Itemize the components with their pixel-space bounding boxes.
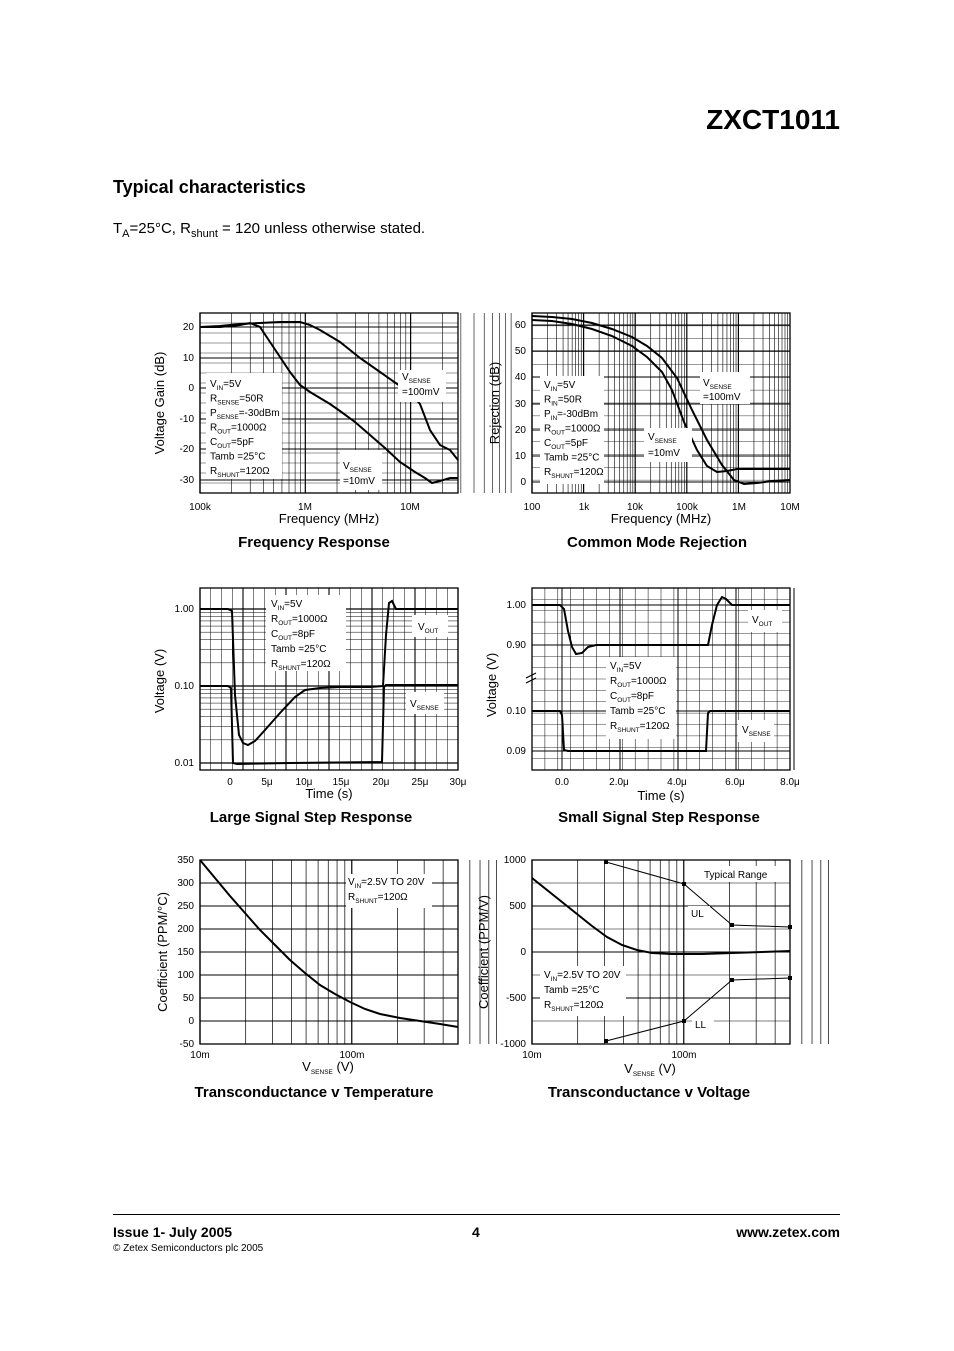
y-tick-label: 300 [177,878,194,889]
condition-line: $R_{OUT}=1000\Omega$ [544,423,601,437]
y-tick-label: 0 [188,383,194,394]
footer-rule [113,1214,840,1215]
vsense-label: $V_{SENSE}$ [402,372,431,385]
x-tick-label: 6.0μ [725,777,745,788]
chart-transconductance-voltage [472,848,812,1108]
cond-t-sub: A [122,228,130,240]
condition-line: Tamb =25°C [210,451,266,463]
part-number: ZXCT1011 [706,104,840,135]
x-axis-label-text: $V_{SENSE}$ (V) [302,1059,354,1076]
x-tick-label: 2.0μ [609,777,629,788]
x-axis-label [624,1061,676,1078]
condition-line: $R_{SHUNT}=120\Omega$ [210,466,270,479]
y-tick-label: 0 [188,1016,194,1027]
y-tick-label: 0.10 [506,706,526,717]
y-tick-label: 150 [177,947,194,958]
chart-caption: Transconductance v Voltage [547,1084,751,1101]
condition-line: $V_{IN}=2.5V$ TO 20V [544,970,621,983]
condition-line: $C_{OUT}=5pF$ [544,438,589,451]
y-tick-label: 30 [514,399,526,410]
y-tick-label: -20 [179,444,194,455]
chart-caption: Small Signal Step Response [558,809,760,826]
condition-line: Tamb =25°C [544,985,600,996]
condition-line: $V_{IN}=2.5V$ TO 20V [348,877,425,890]
condition-line: $V_{IN}=5V$ [610,661,642,674]
chart-frequency-response [140,300,480,560]
y-tick-label: -500 [505,993,526,1004]
condition-line: $V_{IN}=5V$ [210,379,242,392]
ll-label: LL [695,1020,707,1031]
y-ticks [507,600,527,757]
x-tick-label: 10μ [295,777,313,788]
x-tick-label: 100 [523,502,541,513]
y-tick-label: -30 [179,475,194,486]
y-tick-label: 250 [177,901,194,912]
curve-typical [532,878,790,954]
y-axis-label: Coefficient (PPM/V) [476,895,491,1009]
x-tick-label: 100k [189,502,211,513]
page-number: 4 [472,1224,480,1240]
condition-line: $R_{OUT}=1000\Omega$ [210,422,267,436]
condition-line: $P_{SENSE}=-30dBm$ [210,408,280,421]
x-tick-label: 1M [732,502,746,513]
vout-label: $V_{OUT}$ [418,622,439,635]
x-tick-label: 25μ [411,777,429,788]
x-axis-label: Time (s) [637,788,685,803]
y-ticks [180,322,195,486]
condition-line: $R_{SHUNT}=120\Omega$ [544,1000,604,1013]
y-axis-label: Voltage Gain (dB) [152,351,167,455]
y-tick-label: -1000 [500,1039,526,1050]
cond-mid: =25°C, R [129,220,191,237]
y-tick-label: 50 [182,993,194,1004]
y-tick-label: 1.00 [506,600,526,611]
chart-caption: Transconductance v Temperature [194,1084,434,1101]
y-tick-label: 350 [177,855,194,866]
vsense-label: $V_{SENSE}$ [648,432,677,445]
x-tick-label: 4.0μ [667,777,687,788]
chart-caption: Large Signal Step Response [209,809,413,826]
x-axis-label: Frequency (MHz) [278,511,380,526]
condition-line: $C_{OUT}=8pF$ [610,691,655,704]
x-tick-label: 30μ [449,777,467,788]
chart-common-mode-rejection [472,300,812,560]
y-tick-label: 50 [514,346,526,357]
y-tick-label: 20 [182,322,194,333]
vsense-label: $V_{SENSE}$ [703,378,732,391]
x-tick-label: 20μ [372,777,390,788]
chart-transconductance-temperature [140,848,480,1108]
y-tick-label: 60 [514,320,526,331]
condition-line: Tamb =25°C [271,644,327,655]
condition-line: $R_{SHUNT}=120\Omega$ [610,721,670,734]
y-tick-label: -10 [179,414,194,425]
y-tick-label: 20 [514,425,526,436]
x-tick-label: 0 [227,777,233,788]
condition-line: $R_{SHUNT}=120\Omega$ [544,467,604,480]
vsense-label: $V_{SENSE}$ [343,461,372,474]
y-axis-label: Voltage (V) [484,652,499,718]
y-ticks [175,604,195,769]
condition-line: $R_{OUT}=1000\Omega$ [610,676,667,689]
condition-line: Tamb =25°C [610,706,666,717]
x-tick-label: 10m [190,1050,210,1061]
chart-small-signal-step [472,575,812,835]
y-tick-label: 0.01 [174,758,194,769]
cond-t: T [113,220,123,237]
x-tick-label: 0.0 [555,777,569,788]
x-tick-label: 100m [671,1050,697,1061]
y-tick-label: 10 [514,451,526,462]
y-tick-label: 1.00 [174,604,194,615]
condition-line: $R_{SHUNT}=120\Omega$ [348,892,408,905]
y-axis-label: Voltage (V) [152,648,167,714]
y-tick-label: 0.09 [506,746,526,757]
section-title: Typical characteristics [113,177,306,197]
condition-line: $V_{IN}=5V$ [544,380,576,393]
typical-range-label: Typical Range [704,870,768,881]
y-tick-label: 0 [520,477,526,488]
y-ticks [515,320,527,488]
y-axis-label: Rejection (dB) [487,361,502,445]
cond-r-sub: shunt [190,228,218,240]
y-tick-label: 500 [509,901,526,912]
y-tick-label: 40 [514,372,526,383]
chart-caption: Common Mode Rejection [566,534,748,551]
vout-label: $V_{OUT}$ [752,615,773,628]
x-tick-label: 5μ [261,777,273,788]
footer-issue: Issue 1- July 2005 [113,1224,233,1240]
vsense-value: =10mV [648,448,680,459]
vsense-label: $V_{SENSE}$ [742,725,771,738]
x-tick-label: 10M [400,502,420,513]
x-axis-label-text: $V_{SENSE}$ (V) [624,1061,676,1078]
condition-line: $V_{IN}=5V$ [271,599,303,612]
condition-line: $R_{SENSE}=50R$ [210,393,264,407]
axis-break-mark [526,673,536,683]
y-tick-label: 0.10 [174,681,194,692]
chart-caption: Frequency Response [238,534,390,551]
x-tick-label: 100k [676,502,698,513]
x-ticks [522,1050,696,1061]
y-tick-label: 1000 [503,855,526,866]
conditions-line [113,220,425,240]
x-tick-label: 8.0μ [780,777,800,788]
vsense-value: =100mV [402,387,440,398]
cond-tail: = 120 unless otherwise stated. [217,220,426,237]
vsense-label: $V_{SENSE}$ [410,699,439,712]
vsense-value: =100mV [703,392,741,403]
x-tick-label: 10m [522,1050,542,1061]
ul-label: UL [691,909,704,920]
y-tick-label: -50 [179,1039,194,1050]
chart-large-signal-step [140,575,480,835]
x-ticks [555,777,800,788]
y-tick-label: 0.90 [506,640,526,651]
y-tick-label: 200 [177,924,194,935]
condition-line: $P_{IN}=-30dBm$ [544,409,599,422]
y-tick-label: 10 [182,353,194,364]
x-tick-label: 15μ [332,777,350,788]
condition-line: Tamb =25°C [544,452,600,464]
vsense-value: =10mV [343,476,375,487]
condition-line: $R_{SHUNT}=120\Omega$ [271,659,331,672]
footer-website: www.zetex.com [736,1224,840,1240]
x-axis-label [302,1059,354,1076]
x-tick-label: 1M [298,502,312,513]
x-axis-label: Frequency (MHz) [610,511,712,526]
condition-line: $R_{IN}=50R$ [544,394,582,408]
y-ticks [177,855,194,1050]
y-ticks [500,855,526,1050]
y-tick-label: 0 [520,947,526,958]
x-tick-label: 10k [626,502,644,513]
x-tick-label: 1k [578,502,590,513]
condition-line: $C_{OUT}=8pF$ [271,629,316,642]
condition-line: $C_{OUT}=5pF$ [210,437,255,450]
condition-line: $R_{OUT}=1000\Omega$ [271,614,328,627]
x-tick-label: 100m [339,1050,365,1061]
y-tick-label: 100 [177,970,194,981]
y-axis-label: Coefficient (PPM/°C) [155,892,170,1012]
x-tick-label: 10M [780,502,800,513]
footer-copyright: © Zetex Semiconductors plc 2005 [113,1243,264,1254]
x-axis-label: Time (s) [305,786,353,801]
